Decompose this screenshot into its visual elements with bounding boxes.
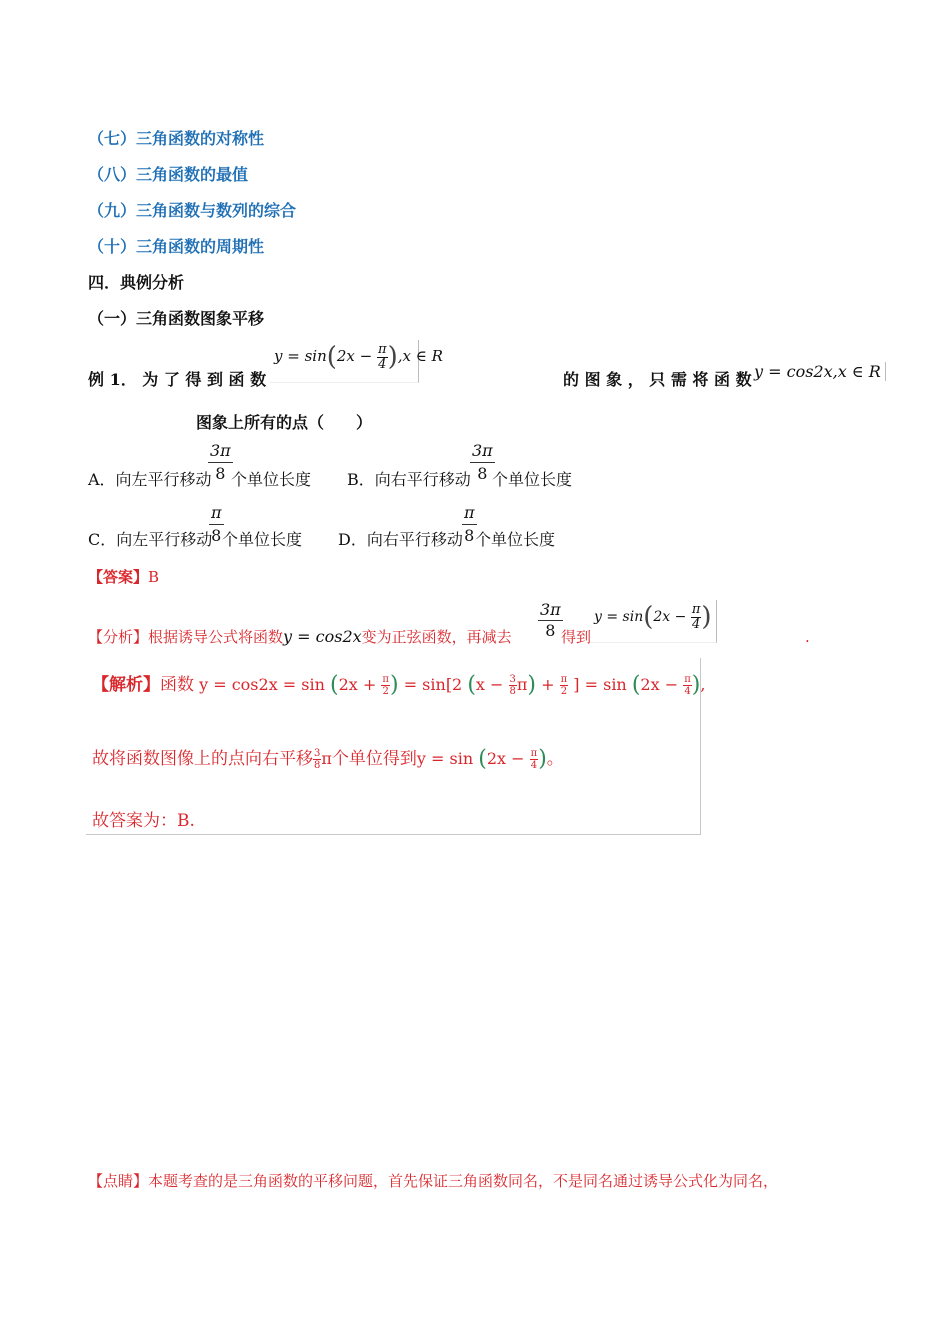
solution-line1-g: 2x − [640, 675, 679, 694]
solution-line1-text: 函数 [160, 675, 194, 695]
sl2-den: 8 [314, 760, 321, 771]
paren-right: ) [387, 342, 398, 372]
option-b-den: 8 [477, 464, 488, 483]
green-paren-1: ( [330, 672, 339, 698]
solution-line2-text: 故将函数图像上的点向右平移 [92, 749, 313, 769]
solution-line1-b: 2x + [338, 675, 377, 694]
analysis-text-3: 得到 [561, 628, 592, 646]
option-d-text: D．向右平行移动 [338, 530, 463, 549]
subsection-heading: （一）三角函数图象平移 [88, 309, 265, 328]
result-lhs: y = sin [594, 609, 644, 625]
analysis-dot: . [805, 628, 810, 646]
paren-left: ( [326, 342, 337, 372]
solution-frac-2 [509, 674, 517, 697]
solution-frac-3 [560, 674, 569, 697]
green-paren-7: ( [478, 746, 487, 772]
analysis-func: y = cos2x [283, 627, 362, 646]
result-num: π [691, 601, 701, 617]
sl2-num: 3 [314, 748, 321, 759]
green-paren-5: ( [631, 672, 641, 698]
analysis-label: 【分析】 [88, 628, 149, 646]
solution-line1-end: , [700, 675, 706, 694]
solution-line1-e: + [541, 675, 555, 694]
answer-value: B [148, 568, 160, 586]
solution-line2-func: y = sin [416, 749, 474, 768]
option-b-unit: 个单位长度 [492, 470, 573, 489]
func1-fraction [377, 343, 388, 372]
example-middle: 的 图 象 ， 只 需 将 函 数 [563, 370, 752, 389]
sl2a-num: π [530, 748, 538, 759]
option-d-unit: 个单位长度 [475, 530, 556, 549]
answer-line [88, 566, 159, 587]
option-b-fraction [470, 440, 495, 485]
solution-line2-text2: 个单位得到 [331, 749, 417, 769]
remark-label: 【点睛】 [88, 1172, 149, 1190]
result-fraction [691, 603, 702, 632]
option-a-den: 8 [215, 464, 226, 483]
solution-frac-4 [683, 674, 692, 697]
result-arg: 2x − [653, 609, 687, 625]
option-c-den: 8 [211, 526, 222, 545]
answer-label: 【答案】 [88, 568, 149, 586]
analysis-frac-den: 8 [545, 621, 556, 640]
option-b-num: 3π [470, 440, 495, 463]
example-lead: 例 1． 为 了 得 到 函 数 [88, 370, 267, 389]
green-paren-3: ( [467, 672, 476, 698]
solution-line1-f: ] = sin [573, 675, 627, 694]
sf3-den: 2 [560, 686, 568, 697]
analysis-text-1: 根据诱导公式将函数 [148, 628, 284, 646]
sf1-den: 2 [382, 686, 389, 697]
solution-line-3: 故答案为：B. [92, 811, 195, 831]
option-c-unit: 个单位长度 [222, 530, 303, 549]
sf3-num: π [560, 674, 568, 685]
toc-item-8: （八）三角函数的最值 [88, 165, 249, 184]
result-paren-left: ( [643, 602, 654, 632]
option-c-num: π [209, 502, 224, 525]
analysis-result-image [590, 600, 717, 643]
solution-line2-end: 。 [546, 749, 564, 769]
result-paren-right: ) [701, 602, 712, 632]
sl2a-den: 4 [530, 760, 538, 771]
sf1-num: π [382, 674, 389, 685]
result-den: 4 [691, 616, 701, 632]
toc-item-9: （九）三角函数与数列的综合 [88, 201, 297, 220]
frac-num: π [378, 341, 387, 357]
green-paren-2: ) [390, 672, 399, 698]
option-b-text: B．向右平行移动 [347, 470, 471, 489]
sf4-den: 4 [684, 686, 691, 697]
toc-item-10: （十）三角函数的周期性 [88, 237, 265, 256]
solution-line1-c: = sin[2 [403, 675, 463, 694]
func1-tail: ,x ∈ R [397, 347, 443, 365]
example-function2-image: y = cos2x,x ∈ R [754, 362, 886, 381]
option-d-den: 8 [464, 526, 475, 545]
option-a-num: 3π [208, 440, 233, 463]
option-a-unit: 个单位长度 [231, 470, 312, 489]
green-paren-4: ) [527, 672, 537, 698]
toc-item-7: （七）三角函数的对称性 [88, 129, 265, 148]
analysis-fraction [538, 600, 563, 641]
sf2-den: 8 [509, 686, 516, 697]
solution-line1-d-tail: π [516, 675, 528, 694]
option-a-text: A．向左平行移动 [88, 470, 212, 489]
solution-line1-a: y = cos2x = sin [199, 675, 325, 694]
solution-line2-arg-frac [530, 748, 539, 771]
solution-frac-1 [381, 674, 390, 697]
solution-line2-pi: π [321, 749, 332, 768]
analysis-line [88, 626, 512, 647]
option-d-num: π [462, 502, 477, 525]
green-paren-8: ) [538, 746, 547, 772]
sf2-num: 3 [509, 674, 516, 685]
solution-line-2 [92, 746, 564, 773]
solution-line1-d: x − [475, 675, 504, 694]
option-c-text: C．向左平行移动 [88, 530, 213, 549]
frac-den: 4 [378, 356, 387, 372]
func1-lhs: y = sin [274, 347, 327, 365]
example-function-image [270, 340, 443, 383]
remark-line [88, 1170, 778, 1191]
solution-line2-arg: 2x − [486, 749, 525, 768]
green-paren-6: ) [691, 672, 701, 698]
func1-arg: 2x − [336, 347, 373, 365]
section-heading: 四．典例分析 [88, 273, 185, 292]
solution-label: 【解析】 [92, 675, 160, 695]
option-a-fraction [208, 440, 233, 485]
sf4-num: π [684, 674, 691, 685]
analysis-frac-num: 3π [540, 600, 561, 619]
remark-text: 本题考查的是三角函数的平移问题，首先保证三角函数同名，不是同名通过诱导公式化为同名， [148, 1172, 779, 1190]
example-tail: 图象上所有的点（ ） [196, 413, 373, 432]
analysis-text-2: 变为正弦函数，再减去 [361, 628, 512, 646]
solution-line-1 [92, 672, 705, 699]
